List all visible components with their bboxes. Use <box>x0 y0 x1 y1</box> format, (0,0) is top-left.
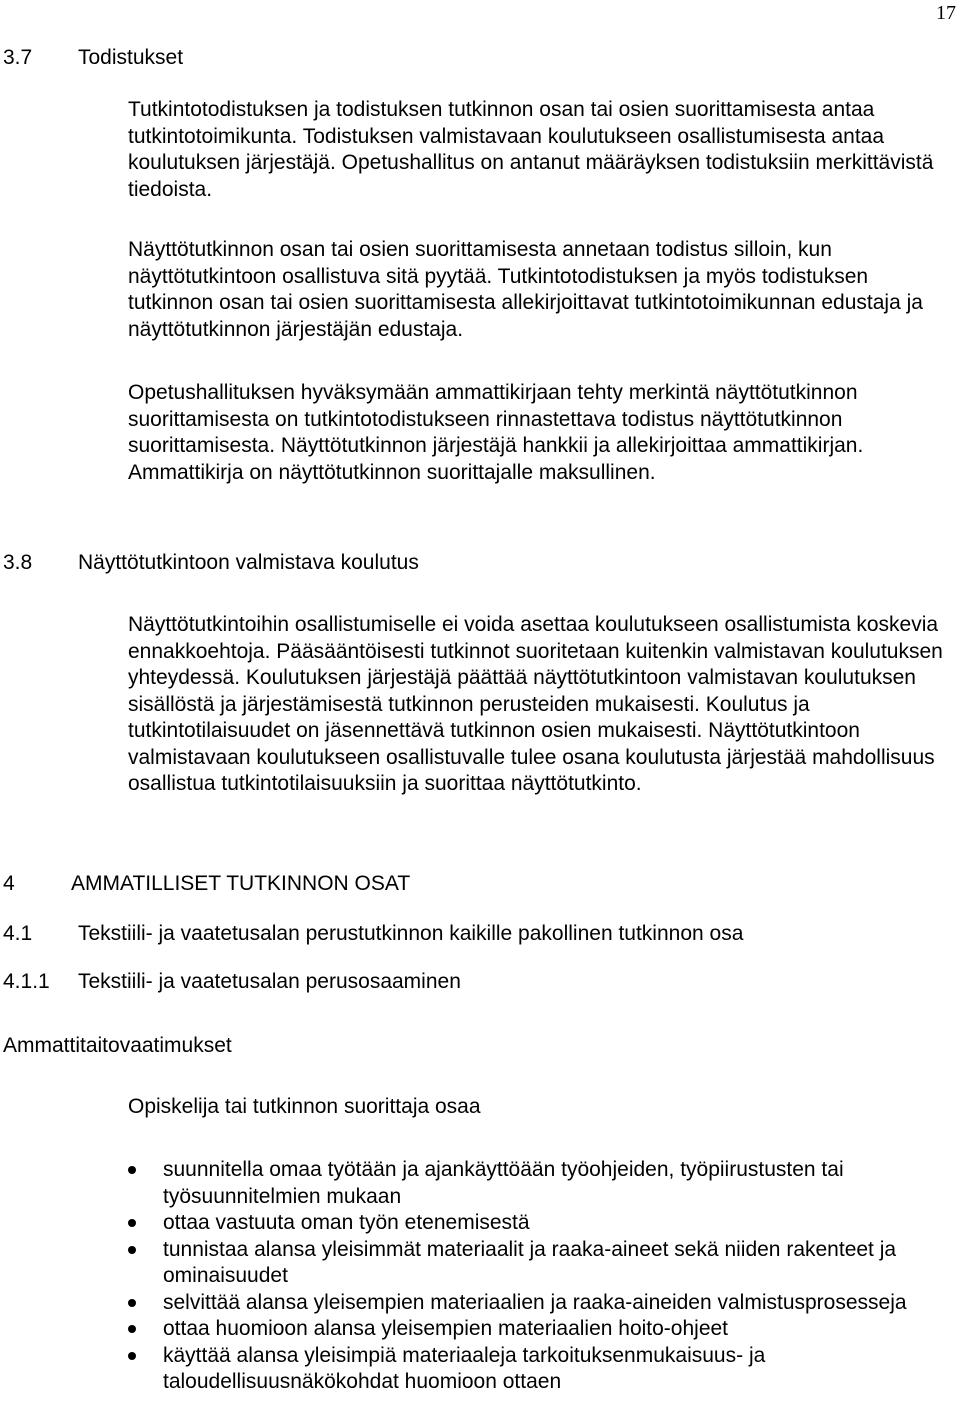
list-item-text: käyttää alansa yleisimpiä materiaaleja tarkoituksenmukaisuus- ja taloudellisuusnäkökohdat huomioon ottaen <box>163 1343 766 1393</box>
section-heading-3-7 <box>3 45 184 72</box>
list-item <box>128 1343 948 1396</box>
section-title: Tekstiili- ja vaatetusalan perusosaaminen <box>78 970 461 993</box>
bullet-icon <box>128 1246 136 1254</box>
bullet-icon <box>128 1299 136 1307</box>
bullet-icon <box>128 1352 136 1360</box>
section-title: Todistukset <box>78 46 184 69</box>
section-title: Tekstiili- ja vaatetusalan perustutkinnon kaikille pakollinen tutkinnon osa <box>78 922 744 945</box>
bullet-icon <box>128 1325 136 1333</box>
bullet-icon <box>128 1166 136 1174</box>
requirements-label: Ammattitaitovaatimukset <box>3 1034 232 1057</box>
section-number: 4 <box>3 872 15 895</box>
page-number: 17 <box>936 2 956 24</box>
learner-intro: Opiskelija tai tutkinnon suorittaja osaa <box>128 1095 481 1118</box>
paragraph-certificates-2: Näyttötutkinnon osan tai osien suorittamisesta annetaan todistus silloin, kun näyttötutkintoon osallistuva sitä pyytää. Tutkintotodistuksen ja myös todistuksen tutkinnon osan tai osien suorittamisesta allekirjoittavat tutkintotoimikunnan edustaja ja näyttötutkinnon järjestäjän edustaja. <box>128 238 923 341</box>
list-item <box>128 1237 948 1290</box>
list-item-text: ottaa huomioon alansa yleisempien materiaalien hoito-ohjeet <box>163 1317 729 1340</box>
paragraph-certificates-1: Tutkintotodistuksen ja todistuksen tutkinnon osan tai osien suorittamisesta antaa tutkintotoimikunta. Todistuksen valmistavaan koulutukseen osallistumisesta antaa koulutuksen järjestäjä. Opetushallitus on antanut määräyksen todistuksiin merkittävistä tiedoista. <box>128 98 934 201</box>
list-item <box>128 1210 948 1237</box>
paragraph-preparatory-training: Näyttötutkintoihin osallistumiselle ei voida asettaa koulutukseen osallistumista koskevia ennakkoehtoja. Pääsääntöisesti tutkinnot suoritetaan kuitenkin valmistavan koulutuksen yhteydessä. Koulutuksen järjestäjä päättää näyttötutkintoon valmistavan koulutuksen sisällöstä ja järjestämisestä tutkinnon perusteiden mukaisesti. Koulutus ja tutkintotilaisuudet on jäsennettävä tutkinnon osien mukaisesti. Näyttötutkintoon valmistavaan koulutukseen osallistuvalle tulee osana koulutusta järjestää mahdollisuus osallistua tutkintotilaisuuksiin ja suorittaa näyttötutkinto. <box>128 613 943 795</box>
section-heading-3-8 <box>3 550 419 577</box>
section-number: 4.1 <box>3 922 33 945</box>
section-title: AMMATILLISET TUTKINNON OSAT <box>71 872 411 895</box>
section-heading-4-1-1 <box>3 969 461 996</box>
list-item <box>128 1157 948 1210</box>
paragraph-certificates-3: Opetushallituksen hyväksymään ammattikirjaan tehty merkintä näyttötutkinnon suorittamisesta on tutkintotodistukseen rinnastettava todistus näyttötutkinnon suorittamisesta. Näyttötutkinnon järjestäjä hankkii ja allekirjoittaa ammattikirjan. Ammattikirja on näyttötutkinnon suorittajalle maksullinen. <box>128 381 864 484</box>
list-item-text: selvittää alansa yleisempien materiaalien ja raaka-aineiden valmistusprosesseja <box>163 1290 907 1314</box>
section-title: Näyttötutkintoon valmistava koulutus <box>78 551 419 574</box>
list-item-text: ottaa vastuuta oman työn etenemisestä <box>163 1211 530 1234</box>
skills-list <box>128 1157 948 1396</box>
list-item <box>128 1316 948 1343</box>
section-number: 3.8 <box>3 551 33 574</box>
bullet-icon <box>128 1219 136 1227</box>
section-heading-4-1 <box>3 921 744 948</box>
section-number: 4.1.1 <box>3 970 50 993</box>
list-item-text: suunnitella omaa työtään ja ajankäyttöään työohjeiden, työpiirustusten tai työsuunnitelmien mukaan <box>163 1158 844 1208</box>
list-item-text: tunnistaa alansa yleisimmät materiaalit ja raaka-aineet sekä niiden rakenteet ja ominaisuudet <box>163 1237 897 1287</box>
section-heading-4 <box>3 871 411 898</box>
section-number: 3.7 <box>3 46 33 69</box>
list-item <box>128 1290 948 1317</box>
